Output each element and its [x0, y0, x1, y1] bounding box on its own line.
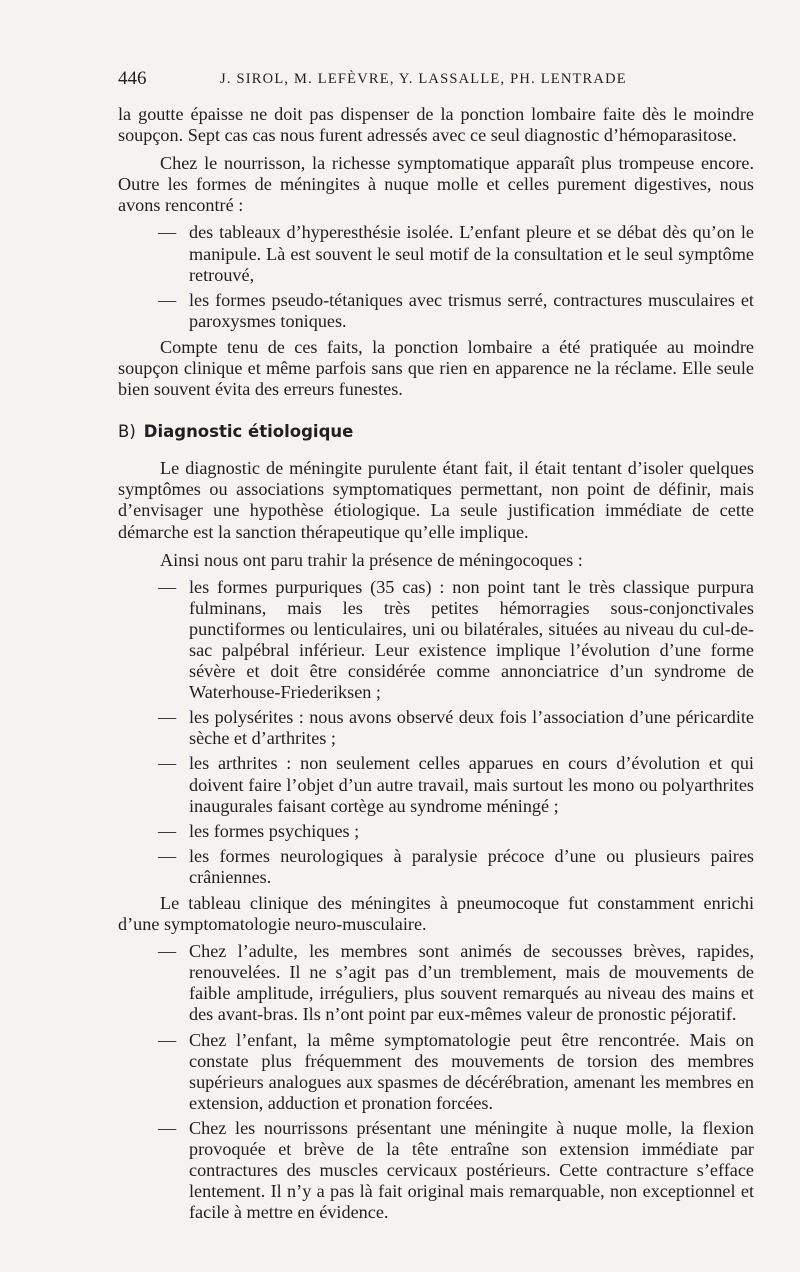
page-number: 446 [118, 68, 147, 89]
dash-bullet: — [158, 845, 177, 866]
list-item-text: les arthrites : non seulement celles apparues en cours d’évolution et qui doivent faire l’objet d’un autre travail, mais surtout les mono ou polyarthrites inaugurales faisant cortège au syndrome méningé ; [189, 753, 754, 816]
paragraph: Le tableau clinique des méningites à pneumocoque fut constamment enrichi d’une symptomatologie neuro-musculaire. [118, 893, 754, 935]
dash-bullet: — [158, 707, 177, 728]
dash-bullet: — [158, 941, 177, 962]
list-item-text: Chez l’enfant, la même symptomatologie peut être rencontrée. Mais on constate plus fréquemment des mouvements de torsion des membres supérieurs analogues aux spasmes de décérébration, amenant les membres en extension, adduction et pronation forcées. [189, 1029, 754, 1113]
paragraph: la goutte épaisse ne doit pas dispenser de la ponction lombaire faite dès le moindre soupçon. Sept cas cas nous furent adressés avec ce seul diagnostic d’hémoparasitose. [118, 104, 754, 146]
dash-bullet: — [158, 576, 177, 597]
list-item-text: des tableaux d’hyperesthésie isolée. L’enfant pleure et se débat dès qu’on le manipule. Là est souvent le seul motif de la consultation et le seul symptôme retrouvé, [189, 222, 754, 285]
list-item [118, 577, 754, 704]
list-item [118, 222, 754, 285]
list-item-text: les formes purpuriques (35 cas) : non point tant le très classique purpura fulminans, mais les très petites hémorragies sous-conjonctivales punctiformes ou lenticulaires, uni ou bilatérales, situées au niveau du cul-de-sac palpébral inférieur. Leur existence implique l’évolution d’une forme sévère et doit être considérée comme annonciatrice d’un syndrome de Waterhouse-Friederiksen ; [189, 576, 754, 703]
list-item-text: Chez les nourrissons présentant une méningite à nuque molle, la flexion provoquée et brève de la tête entraîne son extension immédiate par contractures des muscles cervicaux postérieurs. Cette contracture s’efface lentement. Il n’y a pas là fait original mais remarquable, non exceptionnel et facile à mettre en évidence. [189, 1117, 754, 1223]
list-item [118, 846, 754, 888]
list-item [118, 1030, 754, 1114]
list-item [118, 1118, 754, 1223]
dash-bullet: — [158, 1029, 177, 1050]
section-heading [118, 422, 754, 442]
dash-bullet: — [158, 1117, 177, 1138]
list-item [118, 941, 754, 1025]
list-item [118, 753, 754, 816]
running-head: J. SIROL, M. LEFÈVRE, Y. LASSALLE, PH. LENTRADE [220, 71, 627, 87]
list-item-text: les formes neurologiques à paralysie précoce d’une ou plusieurs paires crâniennes. [189, 845, 754, 887]
list-item [118, 290, 754, 332]
list-item-text: Chez l’adulte, les membres sont animés de secousses brèves, rapides, renouvelées. Il ne s’agit pas d’un tremblement, mais de mouvements de faible amplitude, irréguliers, plus souvent remarqués au niveau des mains et des avant-bras. Ils n’ont point par eux-mêmes valeur de pronostic péjoratif. [189, 941, 754, 1025]
page-header [118, 68, 758, 94]
dash-bullet: — [158, 289, 177, 310]
symptom-list-nourrisson [118, 222, 754, 331]
paragraph: Ainsi nous ont paru trahir la présence de méningocoques : [160, 549, 583, 570]
dash-bullet: — [158, 820, 177, 841]
list-item [118, 821, 754, 842]
main-text [118, 104, 754, 1228]
list-item-text: les formes pseudo-tétaniques avec trismus serré, contractures musculaires et paroxysmes toniques. [189, 289, 754, 331]
paragraph: Chez le nourrisson, la richesse symptomatique apparaît plus trompeuse encore. Outre les formes de méningites à nuque molle et celles purement digestives, nous avons rencontré : [118, 153, 754, 216]
dash-bullet: — [158, 753, 177, 774]
dash-bullet: — [158, 222, 177, 243]
meningococcal-signs-list [118, 577, 754, 888]
section-letter: B) [118, 422, 136, 442]
pneumococcal-signs-list [118, 941, 754, 1223]
section-title: Diagnostic étiologique [143, 422, 354, 442]
list-item [118, 707, 754, 749]
paragraph: Le diagnostic de méningite purulente étant fait, il était tentant d’isoler quelques symptômes ou associations symptomatiques permettant, non point de définir, mais d’envisager une hypothèse étiologique. La seule justification immédiate de cette démarche est la sanction thérapeutique qu’elle implique. [118, 458, 754, 542]
list-item-text: les formes psychiques ; [189, 820, 360, 841]
list-item-text: les polysérites : nous avons observé deux fois l’association d’une péricardite sèche et d’arthrites ; [189, 707, 754, 749]
paragraph: Compte tenu de ces faits, la ponction lombaire a été pratiquée au moindre soupçon clinique et même parfois sans que rien en apparence ne la réclame. Elle seule bien souvent évita des erreurs funestes. [118, 336, 754, 400]
